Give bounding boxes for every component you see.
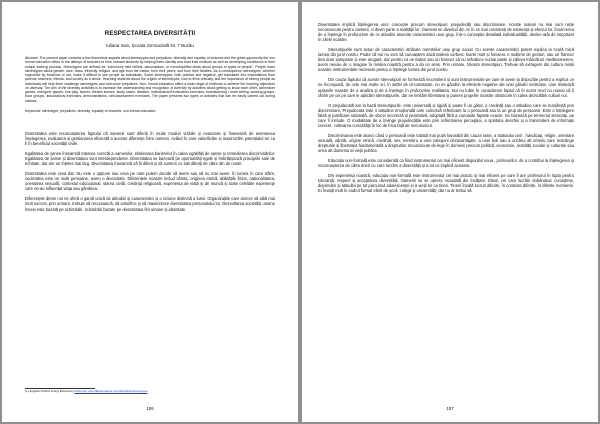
- body-paragraph: Educația non-formală este considerată ca fiind instrumentul cel mai eficient disponibil noua , profesorilor, de a contribui la înțelegerea și recunoașterea de către tineri cu care lucrăm a diversității și a tot ce implică aceasta.: [318, 158, 574, 169]
- right-page: [302, 2, 598, 422]
- body-paragraph: O prejudecată are la bază stereotipurile, este universală și rigidă și poate fi un gând, o credință sau o atitudine care se manifestă prin discriminare. Prejudecata este o atitudine emoțională care colectivă referitoare la o persoană sau la un grup de persoane. Este o înțelegere falsă și justificare rațională, de obicei incorectă și peiorativă, adoptată fără a cunoaște faptele exacte. Se bazează pe termenul stereotip, pe care îl include. O modalitate de a învinge prejudecățile este prin schimbarea percepției, a spiritului deschis și a transmiterii de informații corecte, cultivarea curiozității în loc de frica față de necunoscut.: [318, 102, 574, 128]
- keywords: Keywords: stereotype, prejudices, diversity, equality of chances, non-formal education.: [25, 108, 157, 113]
- page-number-right: 107: [446, 406, 454, 411]
- abstract-label: Abstract: [25, 56, 38, 60]
- body-paragraph: Stereotipurile sunt seturi de caracteristici atribuite membrilor unui grup social. Cu aceste caracteristici putem explica la scară mică lumea din jurul nostru. Poate că noi nu vom să cunoaștem dacă italienii vorbesc foarte mult și folosesc o mulțime de gesturi, sau un francez bea doar șampanie și este arogant, dar pentru ca un italian sau un francez să nu mănânce numai paste și câteva mâncăruri mediteraneene, avem nevoie de o imagine în mintea noastră pentru a da un sens. Prin urmare, folosim stereotipuri. Trebuie să extragem din cultura minții noastre instrumentele necesare pentru a înțelege lumea din jurul nostru.: [318, 47, 574, 73]
- abstract-text: : The present paper contains a few theoretical aspects about stereotypes and prejudices, diversity and equality of chances and the great opportunity the non formal education offers in the attempt of teachers to form tolerant students by helping them identify and trust their instincts as well as developing confidence in their unique training process. Stereotypes are defined as "commonly held beliefs, assumptions, or oversimplified ideas about groups or types of people". People learn stereotypes about gender, race, class, ethnicity, religion, and age from the media, from their peers, and from their families. As a consequence stereotypes, whether supported by evidence or not, make it difficult to see people as individuals. Some stereotypes, both positive and negative, get translated into expectations from parents, teachers, friends, and society as a whole. Teaching students about the origins of stereotypes, how to think critically, and the importance of seeing people as individuals will help them challenge stereotypes and overcome prejudices. Non- formal education offers a wide range of methods to achieve the learning objectives on diversity. The aim of the diversity activities is to increase the understanding and recognition of diversity by activities about getting to know each other, icebreaker games, energizer games, role play, stories, theatre scenes, study cases, debates, individual self-evaluation exercises, brainstorming / brain writing, working groups, buzz groups, associations exercises, demonstrations, self-assessment exercises. The paper presents two types of activities that can be easily carried out during classes.: [25, 56, 275, 103]
- abstract: [25, 56, 275, 103]
- body-paragraph: Discriminarea este atunci când o persoană este tratată mai puțin favorabil din cauza rasei, a statutului civil , handicap, religie, orientare sexuală, vârstă, origine etnică, credință, sex, membru a unei categorii dezavantajate, a unei boli sau a oricărui alt criteriu care restrânge drepturile și libertatea fundamentală a drepturilor recunoscute de lege în domenii precum politică, economie, activități sociale și culturale sau orice alt domeniu al vieții publice.: [318, 132, 574, 153]
- page-number-left: 106: [146, 406, 154, 411]
- footnote-text: (1) English Oxford Living Dictionary: [25, 389, 75, 393]
- body-paragraph: Diferențele dintre noi ne oferă o gamă unică de atitudini și caracteristici și o viziune distinctă a lumii. Organizațiile care doresc să aibă mai mult succes, prin urmare, trebuie să recunoască, să valorifice și să maximizeze diversitatea personalului lor. Dezvoltarea societății umane înseși este bazată pe schimbări, schimbări bazate pe diversitatea firii umane și identitate.: [25, 196, 275, 212]
- body-paragraph: Diversitatea implică înțelegerea unor concepte precum stereotipuri, prejudecăți sau discriminare. Aceste noțiuni nu mai sunt niște necunoscute pentru oameni, ci devin parte a realității lor. Oamenii se diverind din ce în ce mai constienți de existența și efectul lor. Înoarcerea de a înțelege în profunzime de ce atitudini anumite caracteristici unui grup, într-o concepție detaliată individualității, devine atât de important în zilele noastre.: [318, 22, 574, 43]
- body-paragraph: Diversitatea este ceva dat. Nu este o opțiune sau ceva pe care putem decide să avem sau să nu mai avem. În lumea în care trăim, societatea este un multi persoane, avem o diversitate. Diferențele noastre includ vârsta, originea etnică, abilitățile fizice, naționalitatea, orientarea sexuală, contextul educațional, starea civilă, credința religioasă, experiența de viață și de muncă și toate celelalte experiențe care ne-au influențat viața sau gândirea.: [25, 171, 275, 192]
- body-paragraph: Din experiența noastră, educația non-formală este instrumentul cel mai practic și mai eficient pe care îl are profesorul în lupta pentru toleranță, respect și acceptarea diversității. Oamenii nu se opresc niciodată din învățare. Elevii, cei care lucrăm dobândesc cunoștințe, deprinderi și atitudini pe tot parcursul adolescenței și a vieții lor ca tineri. Tinerii învață lucruri diferite, în contexte diferite, în diferite momente. Ei învață mult în cadrul formal oferit de școli, colegii și universități, dar nu ar trebui să: [318, 173, 574, 194]
- left-page: [2, 2, 298, 422]
- author-line: Iuliana Ivan, Școala Gimnazială Nr. 7 Buzău: [106, 43, 194, 48]
- footnote: [25, 390, 275, 394]
- footnote-link[interactable]: https://en.oxforddictionaries.com/definition/stereotype: [74, 389, 148, 393]
- body-paragraph: Din cauza faptului că aceste stereotipuri se formează inconștient și sunt instrumentale pe care le avem la dispoziție pentru a explica ce ne înconjoară, de cele mai multe ori, în astfel de circumstanțe, nu ne gândim la efectele negative ale unei gândiri metrizate, care limitează opțiunile noastre de a analiza și de a înțelege în profunzime realitatea. Noi nu luăm în considerare faptul că în acest mod nu numai că îi rănim pe cei pe care le aplicăm stereotipurile, dar ne limităm libertatea și punem propriile noastre obstacole în calea dezvoltării culturii noi.: [318, 77, 574, 98]
- body-paragraph: Diversitatea este recunoașterea faptului că oamenii sunt diferiți în multe moduri vizibile și neavizute și înseamnă de asemenea înțelegerea, evaluarea și gestionarea eficientă a acestor diferențe între oameni. Având în care valorificăm și maximizăm potențialul tor ca fi în beneficiul societății civile.: [25, 130, 275, 147]
- body-paragraph: Egalitatea de șanse înseamnă tratarea corectă a oamenilor, eliminarea barierelor în calea egalității de șanse și remedierea discriminărilor. Egalitatea de șanse și diversitatea sunt interdependente. Diversitatea se bazează pe oportunități egale și îmbrățișează principiile sale de echitate, dar are un înțeles mai larg. Diversitatea înseamnă să fii diferit și să suntem cu toții diferiți de către din de noștri.: [25, 151, 275, 167]
- article-title: RESPECTAREA DIVERSITĂȚII: [104, 30, 196, 37]
